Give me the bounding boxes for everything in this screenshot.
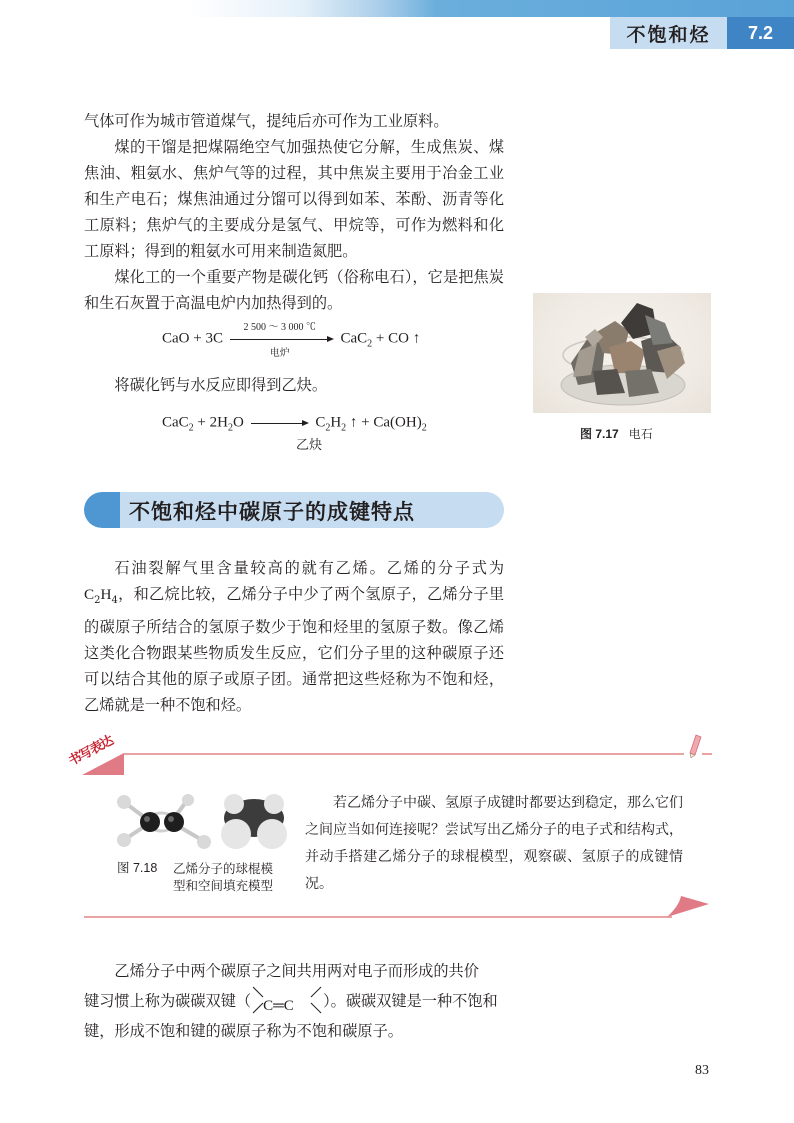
body-text-top [84, 108, 504, 316]
equation-acetylene [162, 414, 427, 433]
reaction-arrow [251, 414, 309, 432]
calcium-carbide-photo [533, 293, 711, 413]
subscript: 2 [367, 338, 373, 350]
writing-box-text [305, 790, 683, 898]
page-number: 83 [695, 1063, 709, 1078]
reactant-water-o: O [232, 414, 244, 431]
subscript: 2 [421, 422, 427, 434]
ethylene-models-image [112, 792, 288, 854]
paragraph-continuation: 气体可作为城市管道煤气，提纯后亦可作为工业原料。 [84, 112, 449, 130]
body-text-mid [84, 372, 504, 398]
figure-caption-text: 电石 [628, 427, 653, 441]
paragraph-calcium-carbide: 煤化工的一个重要产物是碳化钙（俗称电石），它是把焦炭和生石灰置于高温电炉内加热得到的。 [84, 268, 504, 312]
subscript: 2 [188, 422, 194, 434]
paragraph-line: 键，形成不饱和键的碳原子称为不饱和碳原子。 [84, 1022, 403, 1040]
formula-h: H [100, 586, 112, 603]
product-cac2: CaC [340, 330, 368, 347]
section-header-accent [84, 492, 120, 528]
calcium-carbide-image [533, 293, 711, 413]
paragraph-unsaturated-hydrocarbon [84, 555, 504, 718]
body-text-bottom [84, 956, 504, 1046]
arrow-head-icon [327, 336, 334, 342]
writing-box-end-arrow-icon [665, 894, 711, 918]
header-band [0, 0, 794, 17]
subscript: 2 [325, 422, 331, 434]
section-header [84, 492, 504, 528]
caption-line: 乙烯分子的球棍模 [173, 861, 274, 876]
section-title: 不饱和烃中碳原子的成键特点 [129, 500, 415, 524]
text-line: 键习惯上称为碳碳双键（ [84, 992, 252, 1010]
subscript: 2 [227, 422, 233, 434]
double-bond-structure [251, 989, 323, 1015]
reactant-cac2: CaC [162, 414, 189, 431]
cc-double-bond: C═C [263, 998, 294, 1014]
reaction-arrow [230, 322, 334, 359]
subscript: 2 [94, 595, 101, 607]
writing-box-top-line-end [702, 753, 712, 755]
paragraph-line: 乙烯分子中两个碳原子之间共用两对电子而形成的共价 [114, 962, 479, 980]
text-rest: ，和乙烷比较，乙烯分子中少了两个氢原子，乙烯分子里的碳原子所结合的氢原子数少于饱和烃里的氢原子数。像乙烯这类化合物跟某些物质发生反应，它们分子里的这种碳原子还可以结合其他的原子或原子团。通常把这些烃称为不饱和烃，乙烯就是一种不饱和烃。 [84, 585, 504, 715]
figure-number: 图 7.18 [117, 861, 158, 875]
subscript: 2 [341, 422, 347, 434]
product-c2h2-h: H [330, 414, 342, 431]
paragraph-acetylene: 将碳化钙与水反应即得到乙炔。 [114, 376, 328, 394]
text-line: ）。碳碳双键是一种不饱和 [323, 992, 498, 1010]
writing-prompt: 若乙烯分子中碳、氢原子成键时都要达到稳定，那么它们之间应当如何连接呢？尝试写出乙烯分子的电子式和结构式，并动手搭建乙烯分子的球棍模型，观察碳、氢原子的成键情况。 [305, 795, 683, 892]
text-line: 石油裂解气里含量较高的就有乙烯。乙烯的分子式为 [114, 559, 504, 577]
equation-calcium-carbide [162, 322, 421, 359]
caption-line: 型和空间填充模型 [173, 878, 274, 893]
arrow-head-icon [302, 420, 309, 426]
subscript: 4 [111, 595, 118, 607]
product-c2h2: C [315, 414, 326, 431]
body-text-section [84, 555, 504, 718]
writing-expression-tag: 书写表达 [66, 733, 116, 770]
acetylene-label: 乙炔 [296, 438, 323, 453]
product-co: + CO [372, 330, 409, 347]
reactant-water: + 2H [193, 414, 228, 431]
product-caoh2: + Ca(OH) [357, 414, 422, 431]
section-number-tab: 7.2 [727, 17, 794, 49]
formula-c: C [84, 586, 95, 603]
figure-number: 图 7.17 [580, 427, 619, 441]
space-filling-model [221, 794, 287, 849]
writing-box-bottom-line [84, 916, 672, 918]
writing-box-top-line [124, 753, 684, 755]
pencil-icon [684, 733, 704, 759]
ball-stick-model [117, 794, 211, 849]
gas-up-arrow-icon: ↑ [349, 414, 358, 431]
reaction-condition-furnace: 电炉 [269, 348, 290, 359]
paragraph-coal-distillation: 煤的干馏是把煤隔绝空气加强热使它分解，生成焦炭、煤焦油、粗氨水、焦炉气等的过程，其中焦炭主要用于冶金工业和生产电石；煤焦油通过分馏可以得到如苯、苯酚、沥青等化工原料；焦炉气的主要成分是氢气、甲烷等，可作为燃料和化工原料；得到的粗氨水可用来制造氮肥。 [84, 138, 504, 260]
gas-up-arrow-icon: ↑ [412, 330, 421, 347]
reaction-condition-temperature: 2 500 ～ 3 000 ℃ [243, 322, 316, 333]
paragraph-line-double-bond [84, 986, 504, 1016]
figure-caption-text [173, 860, 293, 894]
figure-7-17-caption [580, 425, 653, 442]
equation-lhs: CaO + 3C [162, 330, 223, 347]
section-title-tab: 不饱和烃 [610, 17, 727, 49]
